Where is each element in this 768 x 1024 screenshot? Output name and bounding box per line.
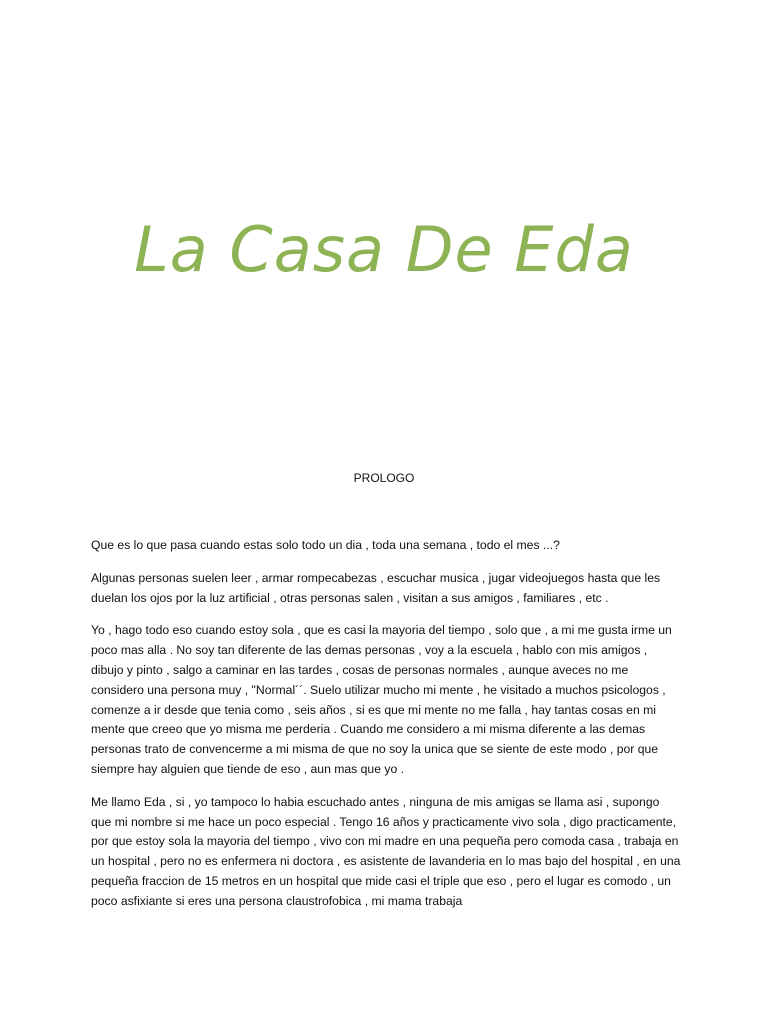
paragraph: Algunas personas suelen leer , armar rompecabezas , escuchar musica , jugar videojuegos hasta que les duelan los ojos por la luz artificial , otras personas salen , visitan a sus amigos , familiares , etc .: [91, 570, 661, 605]
paragraph: Yo , hago todo eso cuando estoy sola , que es casi la mayoria del tiempo , solo que , a mi me gusta irme un poco mas alla . No soy tan diferente de las demas personas , voy a la escuela , hablo con mis amigos , dibujo y pinto , salgo a caminar en las tardes , cosas de personas normales , aunque aveces no me considero una persona muy , "Normal´´. Suelo utilizar mucho mi mente , he visitado a muchos psicologos , comenze a ir desde que tenia como , seis años , si es que mi mente no me falla , hay tantas cosas en mi mente que creeo que yo misma me perderia . Cuando me considero a mi misma diferente a las demas personas trato de convencerme a mi misma de que no soy la unica que se siente de este modo , por que siempre hay alguien que tiende de eso , aun mas que yo .: [91, 623, 672, 776]
paragraph: Me llamo Eda , si , yo tampoco lo habia escuchado antes , ninguna de mis amigas se llama asi , supongo que mi nombre si me hace un poco especial . Tengo 16 años y practicamente vivo sola , digo practicamente, por que estoy sola la mayoria del tiempo , vivo con mi madre en una pequeña pero comoda casa , trabaja en un hospital , pero no es enfermera ni doctora , es asistente de lavanderia en lo mas bajo del hospital , en una pequeña fraccion de 15 metros en un hospital que mide casi el triple que eso , pero el lugar es comodo , un poco asfixiante si eres una persona claustrofobica , mi mama trabaja: [91, 794, 681, 908]
paragraph: Que es lo que pasa cuando estas solo todo un dia , toda una semana , todo el mes ...?: [91, 538, 560, 552]
document-title: La Casa De Eda: [134, 213, 634, 286]
document-body: [91, 536, 681, 925]
section-heading: PROLOGO: [353, 471, 415, 485]
